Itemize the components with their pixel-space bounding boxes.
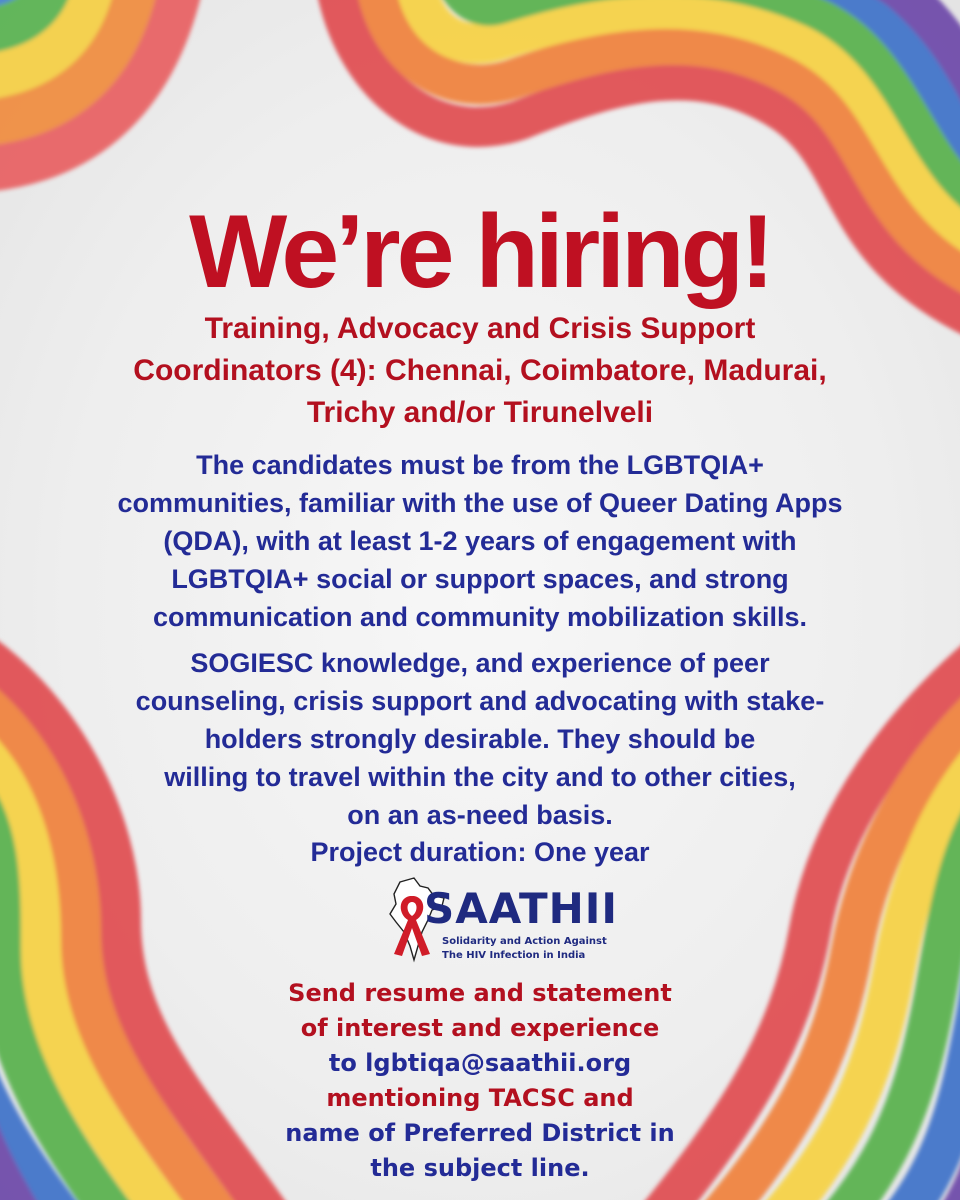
logo-wordmark: SAATHII xyxy=(424,884,619,933)
apply-line: the subject line. xyxy=(370,1154,590,1182)
headline: We’re hiring! xyxy=(189,194,771,310)
desirable-line: willing to travel within the city and to other cities, xyxy=(164,762,796,792)
apply-instructions xyxy=(220,976,740,1186)
apply-line: mentioning TACSC and xyxy=(326,1084,634,1112)
desirable-paragraph xyxy=(70,644,890,834)
apply-line: name of Preferred District in xyxy=(285,1119,675,1147)
desirable-line: holders strongly desirable. They should be xyxy=(204,724,756,754)
requirements-line: (QDA), with at least 1-2 years of engagement with xyxy=(163,526,797,556)
project-duration: Project duration: One year xyxy=(310,837,650,867)
requirements-line: The candidates must be from the LGBTQIA+ xyxy=(196,450,764,480)
role-title-line: Training, Advocacy and Crisis Support xyxy=(204,312,756,345)
desirable-line: on an as-need basis. xyxy=(347,800,613,830)
role-title-line: Trichy and/or Tirunelveli xyxy=(306,396,654,429)
logo-tagline: The HIV Infection in India xyxy=(442,950,586,961)
desirable-line: counseling, crisis support and advocating with stake- xyxy=(135,686,825,716)
requirements-line: communication and community mobilization skills. xyxy=(152,602,808,632)
apply-line: of interest and experience xyxy=(300,1014,660,1042)
apply-email: to lgbtiqa@saathii.org xyxy=(328,1049,632,1077)
role-title xyxy=(80,308,880,434)
apply-line: Send resume and statement xyxy=(288,979,672,1007)
requirements-line: LGBTQIA+ social or support spaces, and strong xyxy=(171,564,789,594)
role-title-line: Coordinators (4): Chennai, Coimbatore, Madurai, xyxy=(133,354,827,387)
desirable-line: SOGIESC knowledge, and experience of peer xyxy=(190,648,770,678)
saathii-logo xyxy=(384,876,624,972)
requirements-line: communities, familiar with the use of Queer Dating Apps xyxy=(117,488,843,518)
logo-tagline: Solidarity and Action Against xyxy=(442,936,607,947)
requirements-paragraph xyxy=(70,446,890,636)
